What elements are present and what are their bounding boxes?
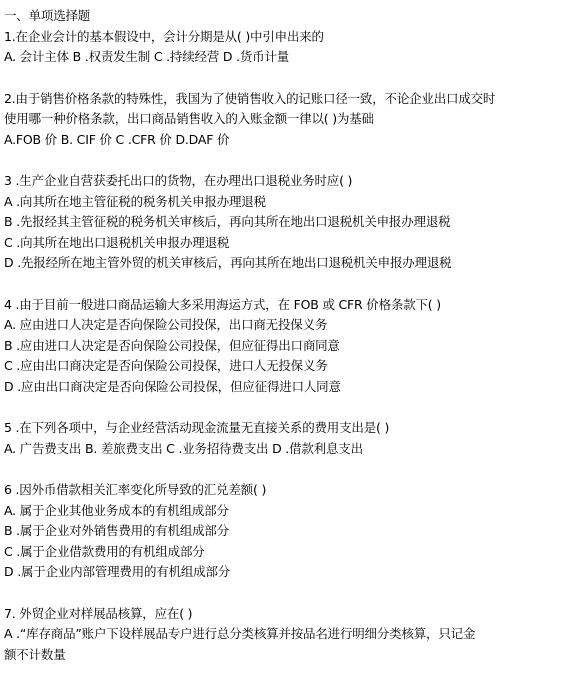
question-6-option-d: D .属于企业内部管理费用的有机组成部分	[4, 564, 231, 579]
question-5	[4, 418, 572, 459]
question-1	[4, 27, 572, 68]
question-3-option-d: D .先报经所在地主管外贸的机关审核后，再向其所在地出口退税机关申报办理退税	[4, 255, 452, 270]
spacer	[4, 274, 572, 295]
question-7-option-a-line-2: 额不计数量	[4, 646, 66, 662]
question-3-option-a: A .向其所在地主管征税的税务机关申报办理退税	[4, 193, 266, 209]
question-3-stem: 3 .生产企业自营获委托出口的货物，在办理出口退税业务时应( )	[4, 173, 353, 188]
spacer	[4, 150, 572, 171]
spacer	[4, 583, 572, 604]
spacer	[4, 459, 572, 480]
question-4-option-b: B .应由进口人决定是否向保险公司投保，但应征得出口商同意	[4, 337, 340, 353]
question-3	[4, 171, 572, 274]
question-6-stem: 6 .因外币借款相关汇率变化所导致的汇兑差额( )	[4, 482, 267, 497]
question-5-options: A. 广告费支出 B. 差旅费支出 C .业务招待费支出 D .借款利息支出	[4, 440, 363, 456]
question-7-option-a-line-1: A .“库存商品”账户下设样展品专户进行总分类核算并按品名进行明细分类核算，只记金	[4, 626, 476, 641]
question-6-option-a: A. 属于企业其他业务成本的有机组成部分	[4, 502, 229, 518]
question-6-option-c: C .属于企业借款费用的有机组成部分	[4, 543, 205, 559]
question-2	[4, 89, 572, 151]
question-4-option-c: C .应由出口商决定是否向保险公司投保，进口人无投保义务	[4, 358, 328, 373]
question-3-option-b: B .先报经其主管征税的税务机关审核后，再向其所在地出口退税机关申报办理退税	[4, 214, 451, 229]
question-4	[4, 295, 572, 398]
question-6	[4, 480, 572, 583]
spacer	[4, 68, 572, 89]
question-5-stem: 5 .在下列各项中，与企业经营活动现金流量无直接关系的费用支出是( )	[4, 420, 390, 435]
question-3-option-c: C .向其所在地出口退税机关申报办理退税	[4, 234, 230, 250]
question-1-options: A. 会计主体 B .权责发生制 C .持续经营 D .货币计量	[4, 49, 290, 64]
question-2-stem-line-2: 使用哪一种价格条款，出口商品销售收入的入账金额一律以( )为基础	[4, 111, 374, 126]
question-7-stem: 7. 外贸企业对样展品核算，应在( )	[4, 605, 193, 621]
question-4-option-a: A. 应由进口人决定是否向保险公司投保，出口商无投保义务	[4, 317, 328, 332]
question-1-stem: 1.在企业会计的基本假设中，会计分期是从( )中引申出来的	[4, 28, 324, 44]
question-7	[4, 604, 572, 666]
question-2-stem-line-1: 2.由于销售价格条款的特殊性，我国为了使销售收入的记账口径一致，不论企业出口成交时	[4, 90, 496, 106]
question-6-option-b: B .属于企业对外销售费用的有机组成部分	[4, 523, 230, 538]
exam-document	[4, 6, 572, 665]
question-4-stem: 4 .由于目前一般进口商品运输大多采用海运方式，在 FOB 或 CFR 价格条款下( )	[4, 296, 441, 312]
question-4-option-d: D .应由出口商决定是否向保险公司投保，但应征得进口人同意	[4, 378, 341, 394]
section-title: 一、单项选择题	[4, 8, 91, 23]
question-2-options: A.FOB 价 B. CIF 价 C .CFR 价 D.DAF 价	[4, 131, 230, 147]
spacer	[4, 397, 572, 418]
